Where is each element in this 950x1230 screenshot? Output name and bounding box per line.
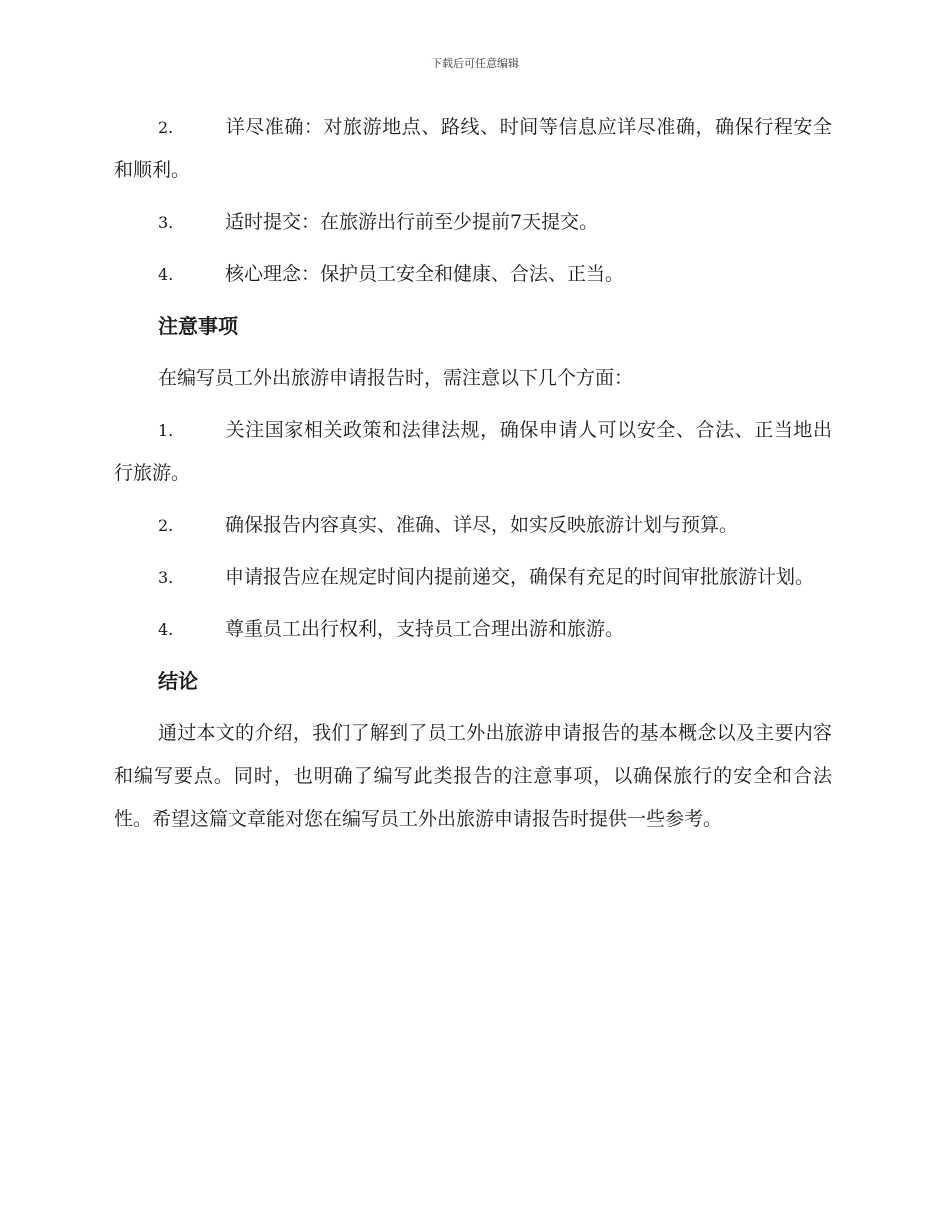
list-item	[114, 556, 832, 599]
list-item	[114, 106, 832, 192]
list-number: 2.	[158, 516, 174, 535]
list-text: 关注国家相关政策和法律法规，确保申请人可以安全、合法、正当地出行旅游。	[114, 419, 832, 484]
list-item	[114, 409, 832, 495]
list-number: 1.	[158, 421, 174, 440]
list-item	[114, 201, 832, 244]
page-header: 下载后可任意编辑	[431, 57, 519, 70]
list-number: 4.	[158, 265, 174, 284]
list-text: 适时提交：在旅游出行前至少提前7天提交。	[225, 211, 599, 233]
list-item	[114, 504, 832, 547]
list-item	[114, 253, 832, 296]
conclusion-text: 通过本文的介绍，我们了解到了员工外出旅游申请报告的基本概念以及主要内容和编写要点。同时，也明确了编写此类报告的注意事项，以确保旅行的安全和合法性。希望这篇文章能对您在编写员工外出旅游申请报告时提供一些参考。	[114, 722, 832, 830]
list-text: 申请报告应在规定时间内提前递交，确保有充足的时间审批旅游计划。	[225, 566, 815, 588]
document-body	[114, 106, 832, 850]
list-text: 确保报告内容真实、准确、详尽，如实反映旅游计划与预算。	[225, 514, 739, 536]
list-number: 3.	[158, 213, 174, 232]
conclusion-heading: 结论	[158, 669, 198, 693]
notes-intro: 在编写员工外出旅游申请报告时，需注意以下几个方面：	[158, 367, 634, 389]
list-item	[114, 608, 832, 651]
list-number: 4.	[158, 620, 174, 639]
list-number: 2.	[158, 118, 174, 137]
list-text: 核心理念：保护员工安全和健康、合法、正当。	[225, 263, 625, 285]
list-text: 详尽准确：对旅游地点、路线、时间等信息应详尽准确，确保行程安全和顺利。	[114, 116, 832, 181]
notes-heading: 注意事项	[158, 314, 238, 338]
list-text: 尊重员工出行权利，支持员工合理出游和旅游。	[225, 618, 625, 640]
list-number: 3.	[158, 568, 174, 587]
